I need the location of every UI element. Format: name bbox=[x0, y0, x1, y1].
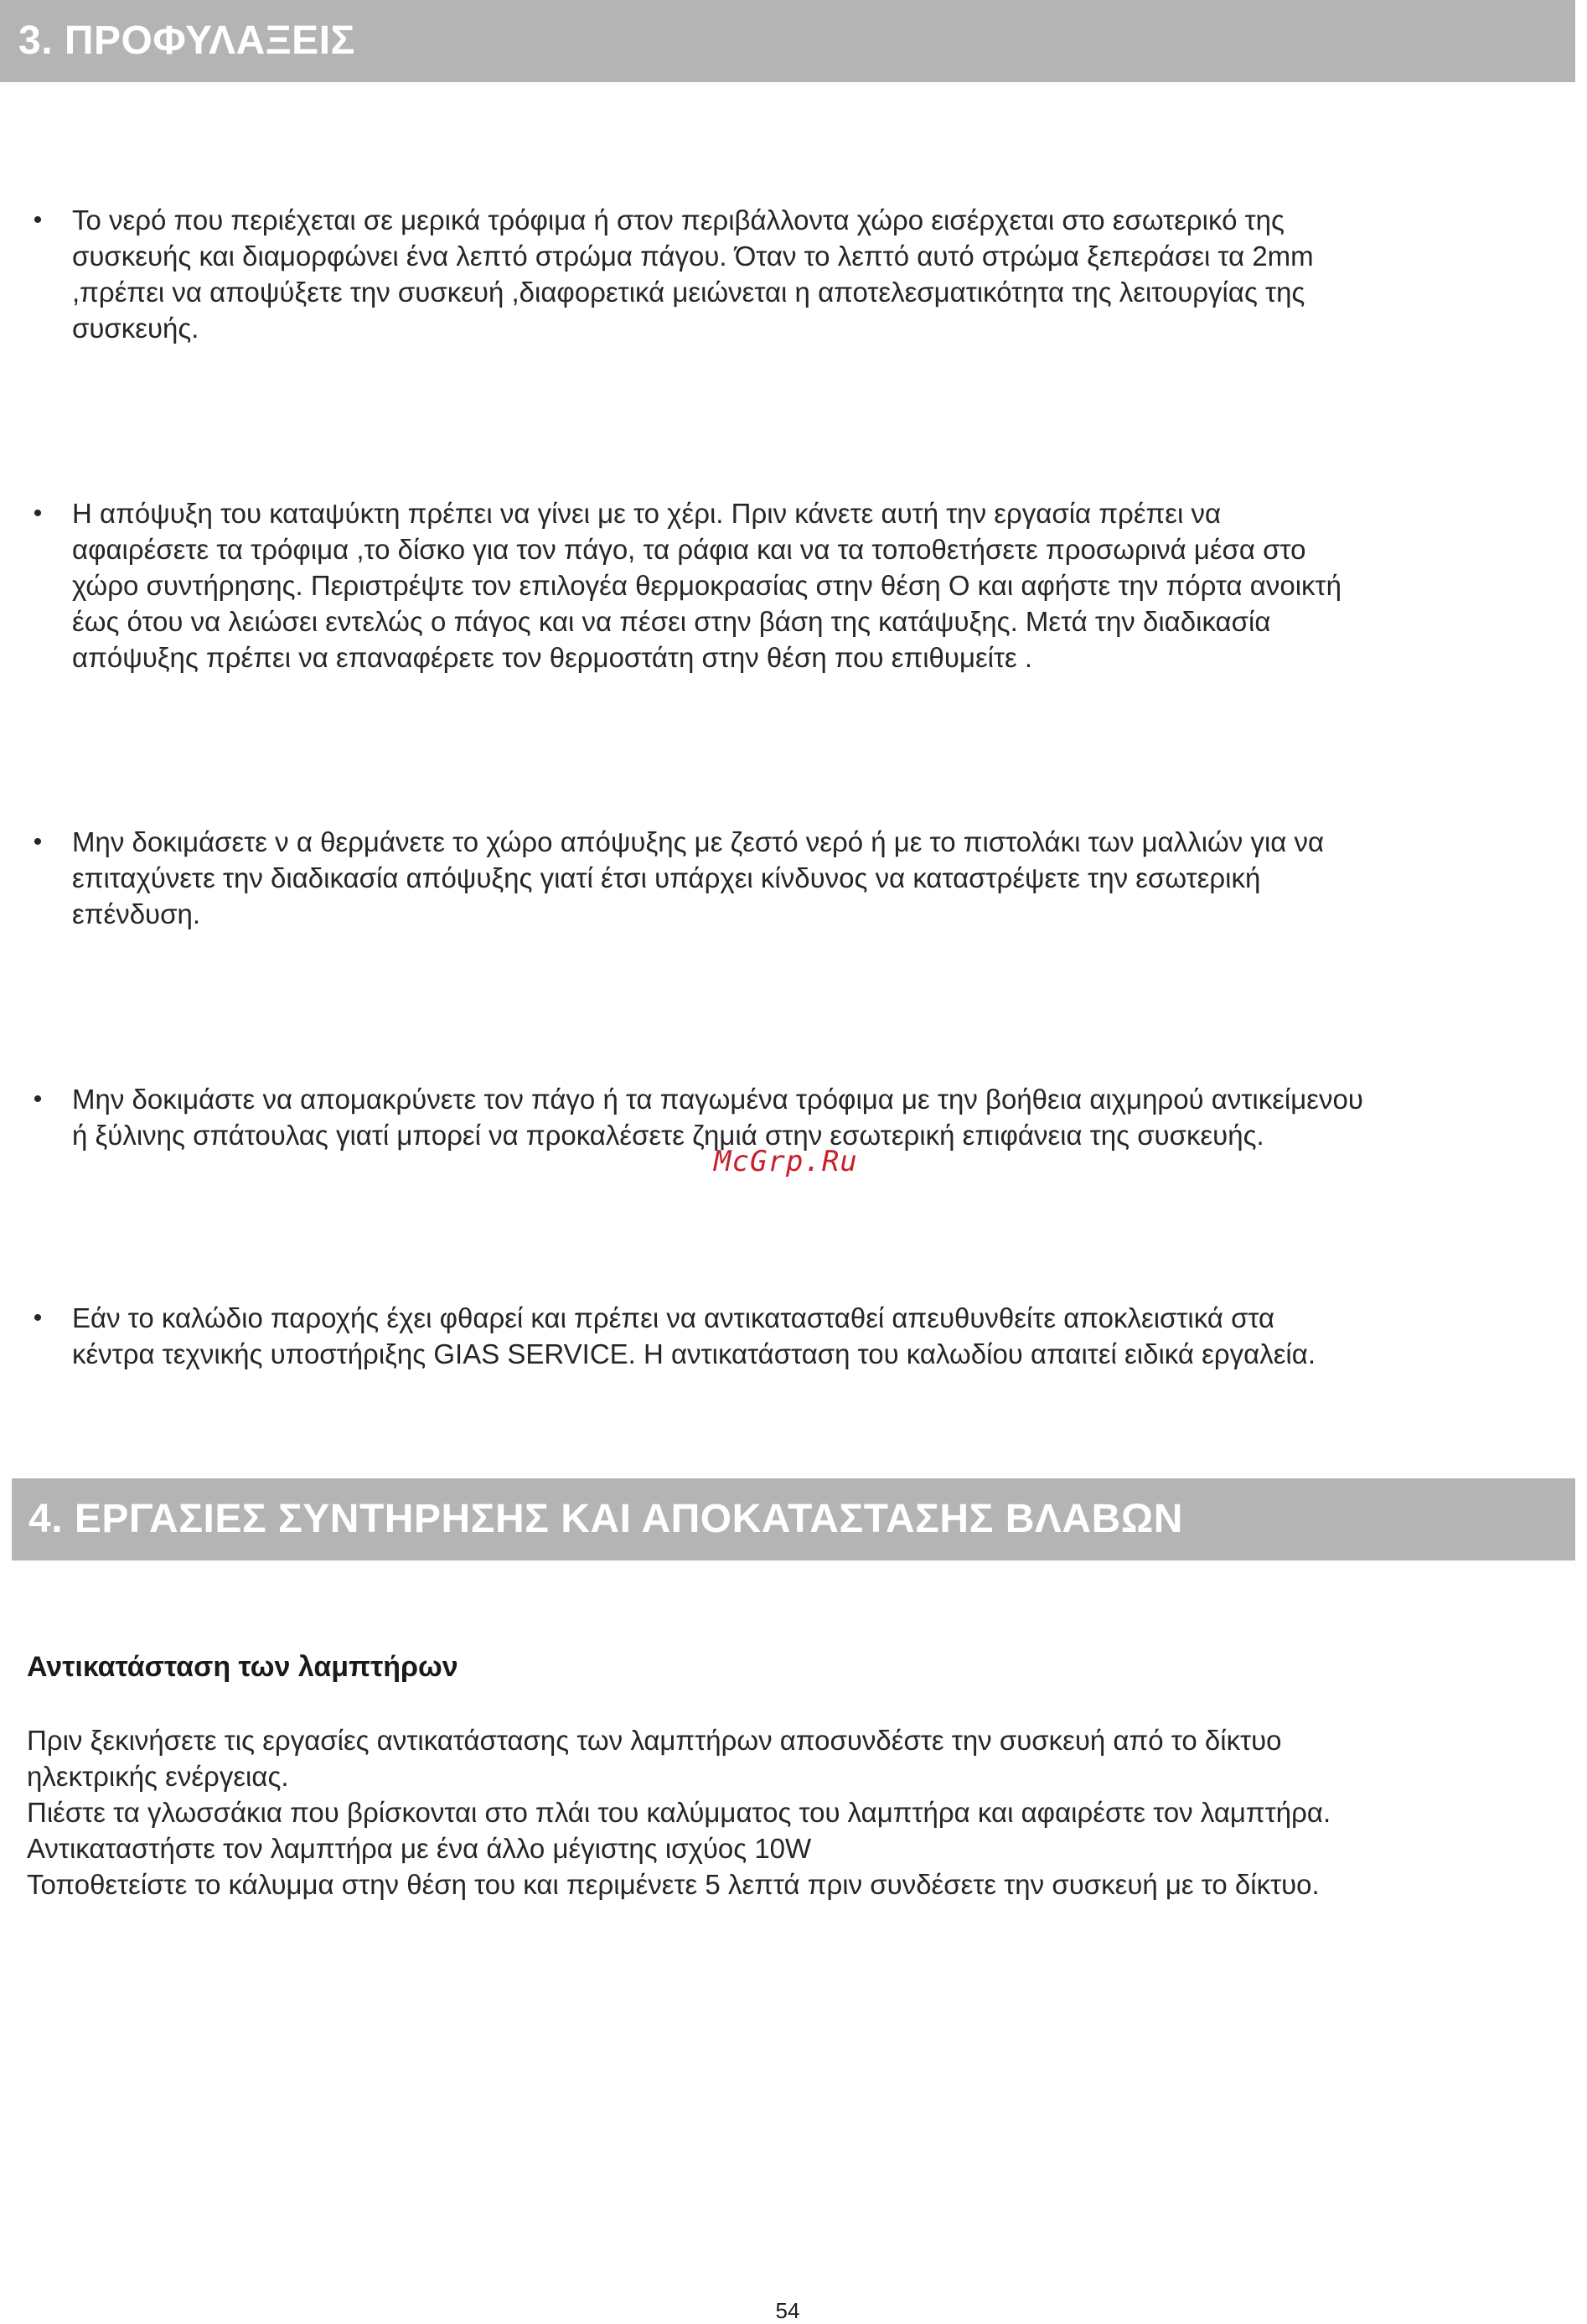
section-title-maintenance: 4. ΕΡΓΑΣΙΕΣ ΣΥΝΤΗΡΗΣΗΣ ΚΑΙ ΑΠΟΚΑΤΑΣΤΑΣΗΣ ΒΛΑΒΩΝ bbox=[28, 1497, 1183, 1541]
section-title-precautions: 3. ΠΡΟΦΥΛΑΞΕΙΣ bbox=[18, 18, 355, 63]
paragraph: Πιέστε τα γλωσσάκια που βρίσκονται στο πλάι του καλύμματος του λαμπτήρα και αφαιρέστε τον λαμπτήρα. bbox=[27, 1797, 1331, 1828]
bullet-icon: • bbox=[33, 1085, 43, 1113]
list-item bbox=[25, 1081, 1575, 1153]
section-header-maintenance bbox=[12, 1478, 1575, 1561]
list-item bbox=[25, 824, 1575, 932]
paragraph: Τοποθετείστε το κάλυμμα στην θέση του και περιμένετε 5 λεπτά πριν συνδέσετε την συσκευή με το δίκτυο. bbox=[27, 1869, 1320, 1900]
section-header-precautions bbox=[0, 0, 1575, 82]
list-item bbox=[25, 202, 1575, 346]
list-item-text: Μην δοκιμάσετε ν α θερμάνετε το χώρο απόψυξης με ζεστό νερό ή με το πιστολάκι των μαλλιών για να επιταχύνετε την διαδικασία απόψυξης γιατί έτσι υπάρχει κίνδυνος να καταστρέψετε την εσωτερική επένδυση. bbox=[72, 826, 1325, 929]
list-item-text: Η απόψυξη του καταψύκτη πρέπει να γίνει με το χέρι. Πριν κάνετε αυτή την εργασία πρέπει να αφαιρέσετε τα τρόφιμα ,το δίσκο για τον πάγο, τα ράφια και να τα τοποθετήσετε προσωρινά μέσα στο χώρο συντήρησης. Περιστρέψτε τον επιλογέα θερμοκρασίας στην θέση O και αφήστε την πόρτα ανοικτή έως ότου να λειώσει εντελώς ο πάγος και να πέσει στην βάση της κατάψυξης. Μετά την διαδικασία απόψυξης πρέπει να επαναφέρετε τον θερμοστάτη στην θέση που επιθυμείτε . bbox=[72, 498, 1341, 673]
watermark: McGrp.Ru bbox=[714, 1145, 858, 1178]
list-item bbox=[25, 1300, 1575, 1372]
bullet-icon: • bbox=[33, 1304, 43, 1332]
bullet-icon: • bbox=[33, 206, 43, 234]
subsection-body bbox=[27, 1722, 1569, 1902]
list-item bbox=[25, 495, 1575, 675]
bullet-icon: • bbox=[33, 499, 43, 527]
page-number: 54 bbox=[775, 2298, 800, 2323]
paragraph: Πριν ξεκινήσετε τις εργασίες αντικατάστασης των λαμπτήρων αποσυνδέστε την συσκευή από το δίκτυο ηλεκτρικής ενέργειας. bbox=[27, 1725, 1282, 1792]
list-item-text: Το νερό που περιέχεται σε μερικά τρόφιμα ή στον περιβάλλοντα χώρο εισέρχεται στο εσωτερικό της συσκευής και διαμορφώνει ένα λεπτό στρώμα πάγου. Όταν το λεπτό αυτό στρώμα ξεπεράσει τα 2mm ,πρέπει να αποψύξετε την συσκευή ,διαφορετικά μειώνεται η αποτελεσματικότητα της λειτουργίας της συσκευής. bbox=[72, 204, 1314, 344]
paragraph: Αντικαταστήστε τον λαμπτήρα με ένα άλλο μέγιστης ισχύος 10W bbox=[27, 1833, 812, 1864]
bullet-icon: • bbox=[33, 828, 43, 856]
list-item-text: Μην δοκιμάστε να απομακρύνετε τον πάγο ή τα παγωμένα τρόφιμα με την βοήθεια αιχμηρού αντικείμενου ή ξύλινης σπάτουλας γιατί μπορεί να προκαλέσετε ζημιά στην εσωτερική επιφάνεια της συσκευής. bbox=[72, 1084, 1363, 1151]
list-item-text: Εάν το καλώδιο παροχής έχει φθαρεί και πρέπει να αντικατασταθεί απευθυνθείτε αποκλειστικά στα κέντρα τεχνικής υποστήριξης GIAS SERVICE. Η αντικατάσταση του καλωδίου απαιτεί ειδικά εργαλεία. bbox=[72, 1302, 1316, 1369]
subsection-title-lamp-replacement: Αντικατάσταση των λαμπτήρων bbox=[27, 1651, 458, 1683]
